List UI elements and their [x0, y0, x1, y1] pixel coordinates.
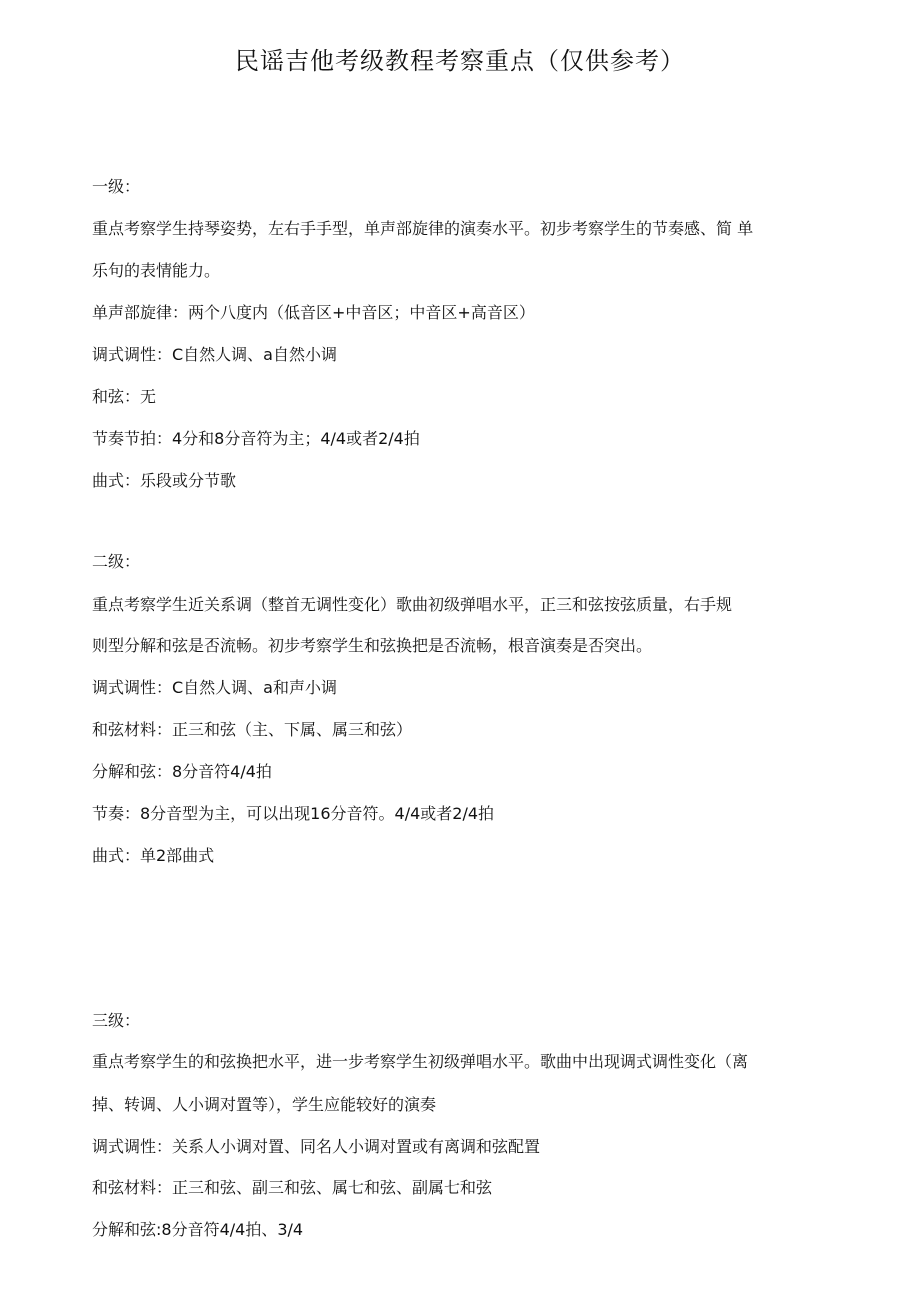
level1-chords: 和弦：无: [92, 387, 157, 406]
level2-form: 曲式：单2部曲式: [92, 846, 215, 865]
level1-mode: 调式调性：C自然人调、a自然小调: [92, 345, 337, 364]
level1-heading: 一级：: [92, 177, 141, 196]
level2-rhythm: 节奏：8分音型为主，可以出现16分音符。4/4或者2/4拍: [92, 804, 495, 823]
level1-form: 曲式：乐段或分节歌: [92, 471, 237, 490]
level2-focus-line2: 则型分解和弦是否流畅。初步考察学生和弦换把是否流畅，根音演奏是否突出。: [92, 636, 653, 655]
level2-mode: 调式调性：C自然人调、a和声小调: [92, 678, 337, 697]
level3-heading: 三级：: [92, 1011, 141, 1030]
level2-broken-chords: 分解和弦：8分音符4/4拍: [92, 762, 272, 781]
page-title: 民谣吉他考级教程考察重点（仅供参考）: [235, 47, 685, 75]
level2-chord-material: 和弦材料：正三和弦（主、下属、属三和弦）: [92, 720, 413, 739]
level1-focus-line2: 乐句的表情能力。: [92, 261, 221, 280]
level1-focus-line1: 重点考察学生持琴姿势，左右手手型，单声部旋律的演奏水平。初步考察学生的节奏感、简 单: [92, 219, 754, 238]
level3-chord-material: 和弦材料：正三和弦、副三和弦、属七和弦、副属七和弦: [92, 1178, 493, 1197]
level1-melody: 单声部旋律：两个八度内（低音区+中音区；中音区+高音区）: [92, 303, 535, 322]
level3-focus-line2: 掉、转调、人小调对置等），学生应能较好的演奏: [92, 1095, 437, 1114]
level2-focus-line1: 重点考察学生近关系调（整首无调性变化）歌曲初级弹唱水平，正三和弦按弦质量，右手规: [92, 595, 733, 614]
level3-broken-chords: 分解和弦:8分音符4/4拍、3/4: [92, 1220, 304, 1239]
level3-mode: 调式调性：关系人小调对置、同名人小调对置或有离调和弦配置: [92, 1137, 541, 1156]
level3-focus-line1: 重点考察学生的和弦换把水平，进一步考察学生初级弹唱水平。歌曲中出现调式调性变化（离: [92, 1052, 749, 1071]
level1-rhythm: 节奏节拍：4分和8分音符为主；4/4或者2/4拍: [92, 429, 420, 448]
level2-heading: 二级：: [92, 552, 141, 571]
